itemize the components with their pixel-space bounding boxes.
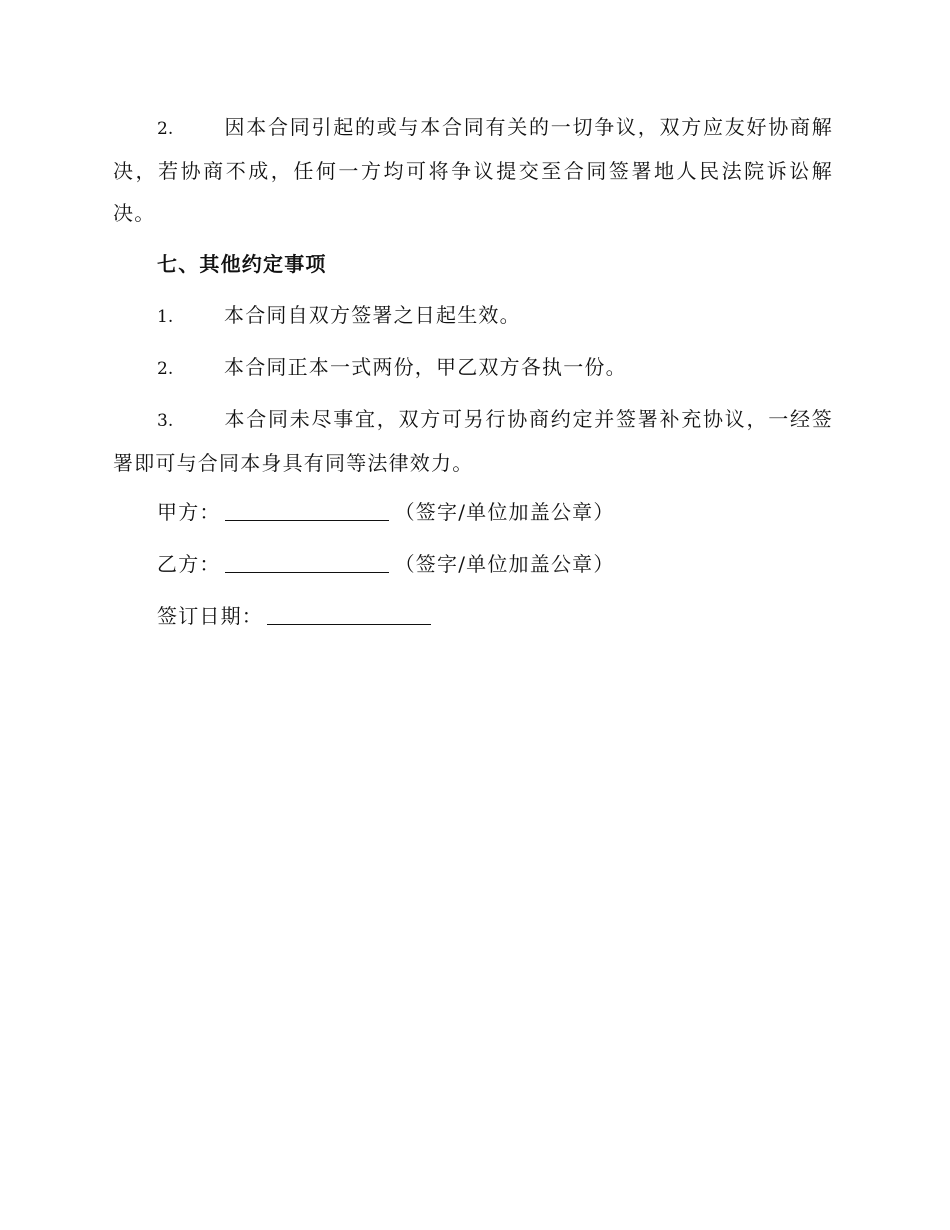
clause-text: 本合同未尽事宜，双方可另行协商约定并签署补充协议，一经签署即可与合同本身具有同等法律效力。	[113, 407, 833, 475]
clause-supplementary	[113, 398, 833, 484]
clause-effective-date	[113, 294, 833, 338]
clause-number: 2.	[157, 359, 174, 379]
clause-number: 1.	[157, 307, 174, 327]
party-a-signature-line	[157, 491, 615, 533]
clause-number: 3.	[157, 411, 174, 431]
clause-number: 2.	[157, 119, 174, 139]
party-a-label: 甲方：	[157, 500, 221, 524]
party-a-note: （签字/单位加盖公章）	[394, 500, 615, 524]
clause-text: 因本合同引起的或与本合同有关的一切争议，双方应友好协商解决，若协商不成，任何一方均可将争议提交至合同签署地人民法院诉讼解决。	[113, 115, 833, 225]
dispute-resolution-clause	[113, 106, 833, 234]
signing-date-blank[interactable]	[267, 623, 431, 625]
party-b-signature-blank[interactable]	[225, 571, 389, 573]
section-heading: 七、其他约定事项	[157, 252, 327, 276]
signing-date-line	[157, 595, 437, 637]
clause-text: 本合同自双方签署之日起生效。	[224, 303, 521, 327]
party-b-note: （签字/单位加盖公章）	[394, 552, 615, 576]
party-b-label: 乙方：	[157, 552, 221, 576]
party-b-signature-line	[157, 543, 615, 585]
signing-date-label: 签订日期：	[157, 604, 263, 628]
party-a-signature-blank[interactable]	[225, 519, 389, 521]
clause-text: 本合同正本一式两份，甲乙双方各执一份。	[224, 355, 627, 379]
clause-copies	[113, 346, 833, 390]
